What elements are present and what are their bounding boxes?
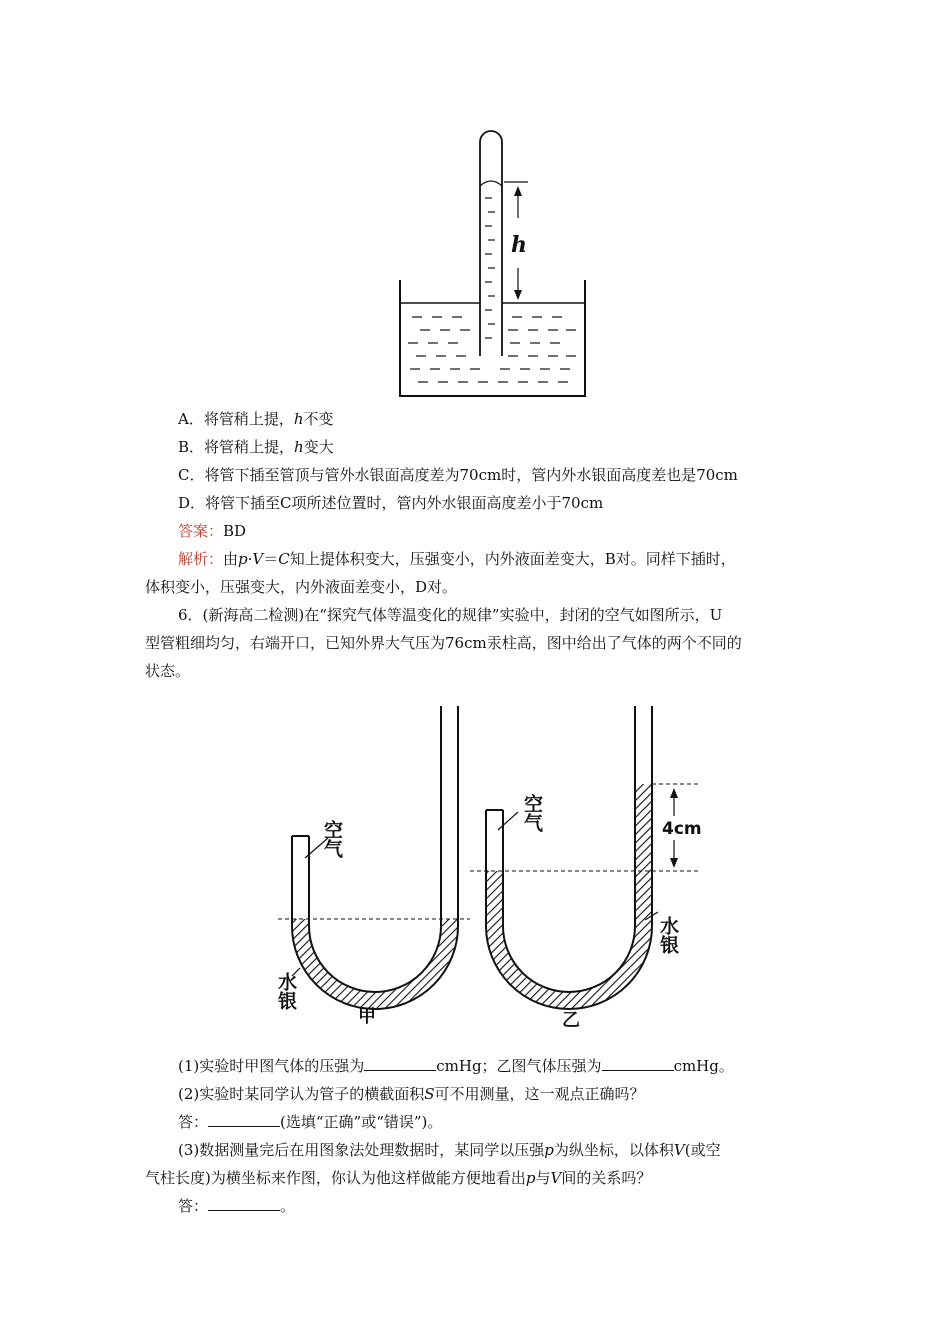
u-tube-jia (278, 706, 470, 1009)
answer-value: BD (223, 522, 247, 540)
sub-3-line-2: 气柱长度)为横坐标来作图，你认为他这样做能方便地看出p与V间的关系吗？ (145, 1169, 652, 1187)
mercury-label-yi: 水银 (657, 916, 679, 954)
figure-tube-in-trough (390, 120, 600, 405)
sub-2: (2)实验时某同学认为管子的横截面积S可不用测量，这一观点正确吗？ (178, 1085, 645, 1103)
u-tube-yi (470, 706, 700, 1009)
sub-1: (1)实验时甲图气体的压强为 cmHg；乙图气体压强为 cmHg。 (178, 1057, 734, 1075)
answer (178, 521, 246, 541)
air-label-jia: 空气 (321, 820, 343, 858)
blank-2[interactable] (602, 1056, 674, 1071)
delta-label: 4cm (662, 819, 702, 839)
option-b: B．将管稍上提，h变大 (178, 438, 334, 456)
blank-3[interactable] (208, 1112, 280, 1127)
q6-line-2: 型管粗细均匀，右端开口，已知外界大气压为76cm汞柱高，图中给出了气体的两个不同的 (145, 634, 742, 652)
q6-line-3: 状态。 (145, 662, 191, 680)
sub-3-line-1: (3)数据测量完后在用图象法处理数据时，某同学以压强p为纵坐标，以体积V(或空 (178, 1141, 721, 1159)
analysis-line-1: 解析：由p·V＝C知上提体积变大，压强变小，内外液面差变大，B对。同样下插时， (178, 550, 736, 568)
option-d: D．将管下插至C项所述位置时，管内外水银面高度差小于70cm (178, 494, 604, 512)
analysis-line-2: 体积变小，压强变大，内外液面差变小，D对。 (145, 578, 458, 596)
blank-1[interactable] (364, 1056, 436, 1071)
h-label: h (511, 232, 527, 258)
caption-jia: 甲 (358, 1006, 376, 1027)
q6-line-1: 6．(新海高二检测)在“探究气体等温变化的规律”实验中，封闭的空气如图所示，U (178, 606, 723, 624)
option-a: A．将管稍上提，h不变 (178, 410, 334, 428)
answer-label: 答案： (178, 522, 224, 540)
option-c: C．将管下插至管顶与管外水银面高度差为70cm时，管内外水银面高度差也是70cm (178, 466, 738, 484)
blank-4[interactable] (208, 1196, 280, 1211)
figure-u-tubes (260, 700, 720, 1040)
air-label-yi: 空气 (521, 794, 543, 832)
sub-3-answer: 答： 。 (178, 1197, 296, 1215)
caption-yi: 乙 (562, 1010, 580, 1031)
mercury-label-jia: 水银 (275, 972, 297, 1010)
sub-2-answer: 答： (选填“正确”或“错误”)。 (178, 1113, 443, 1131)
